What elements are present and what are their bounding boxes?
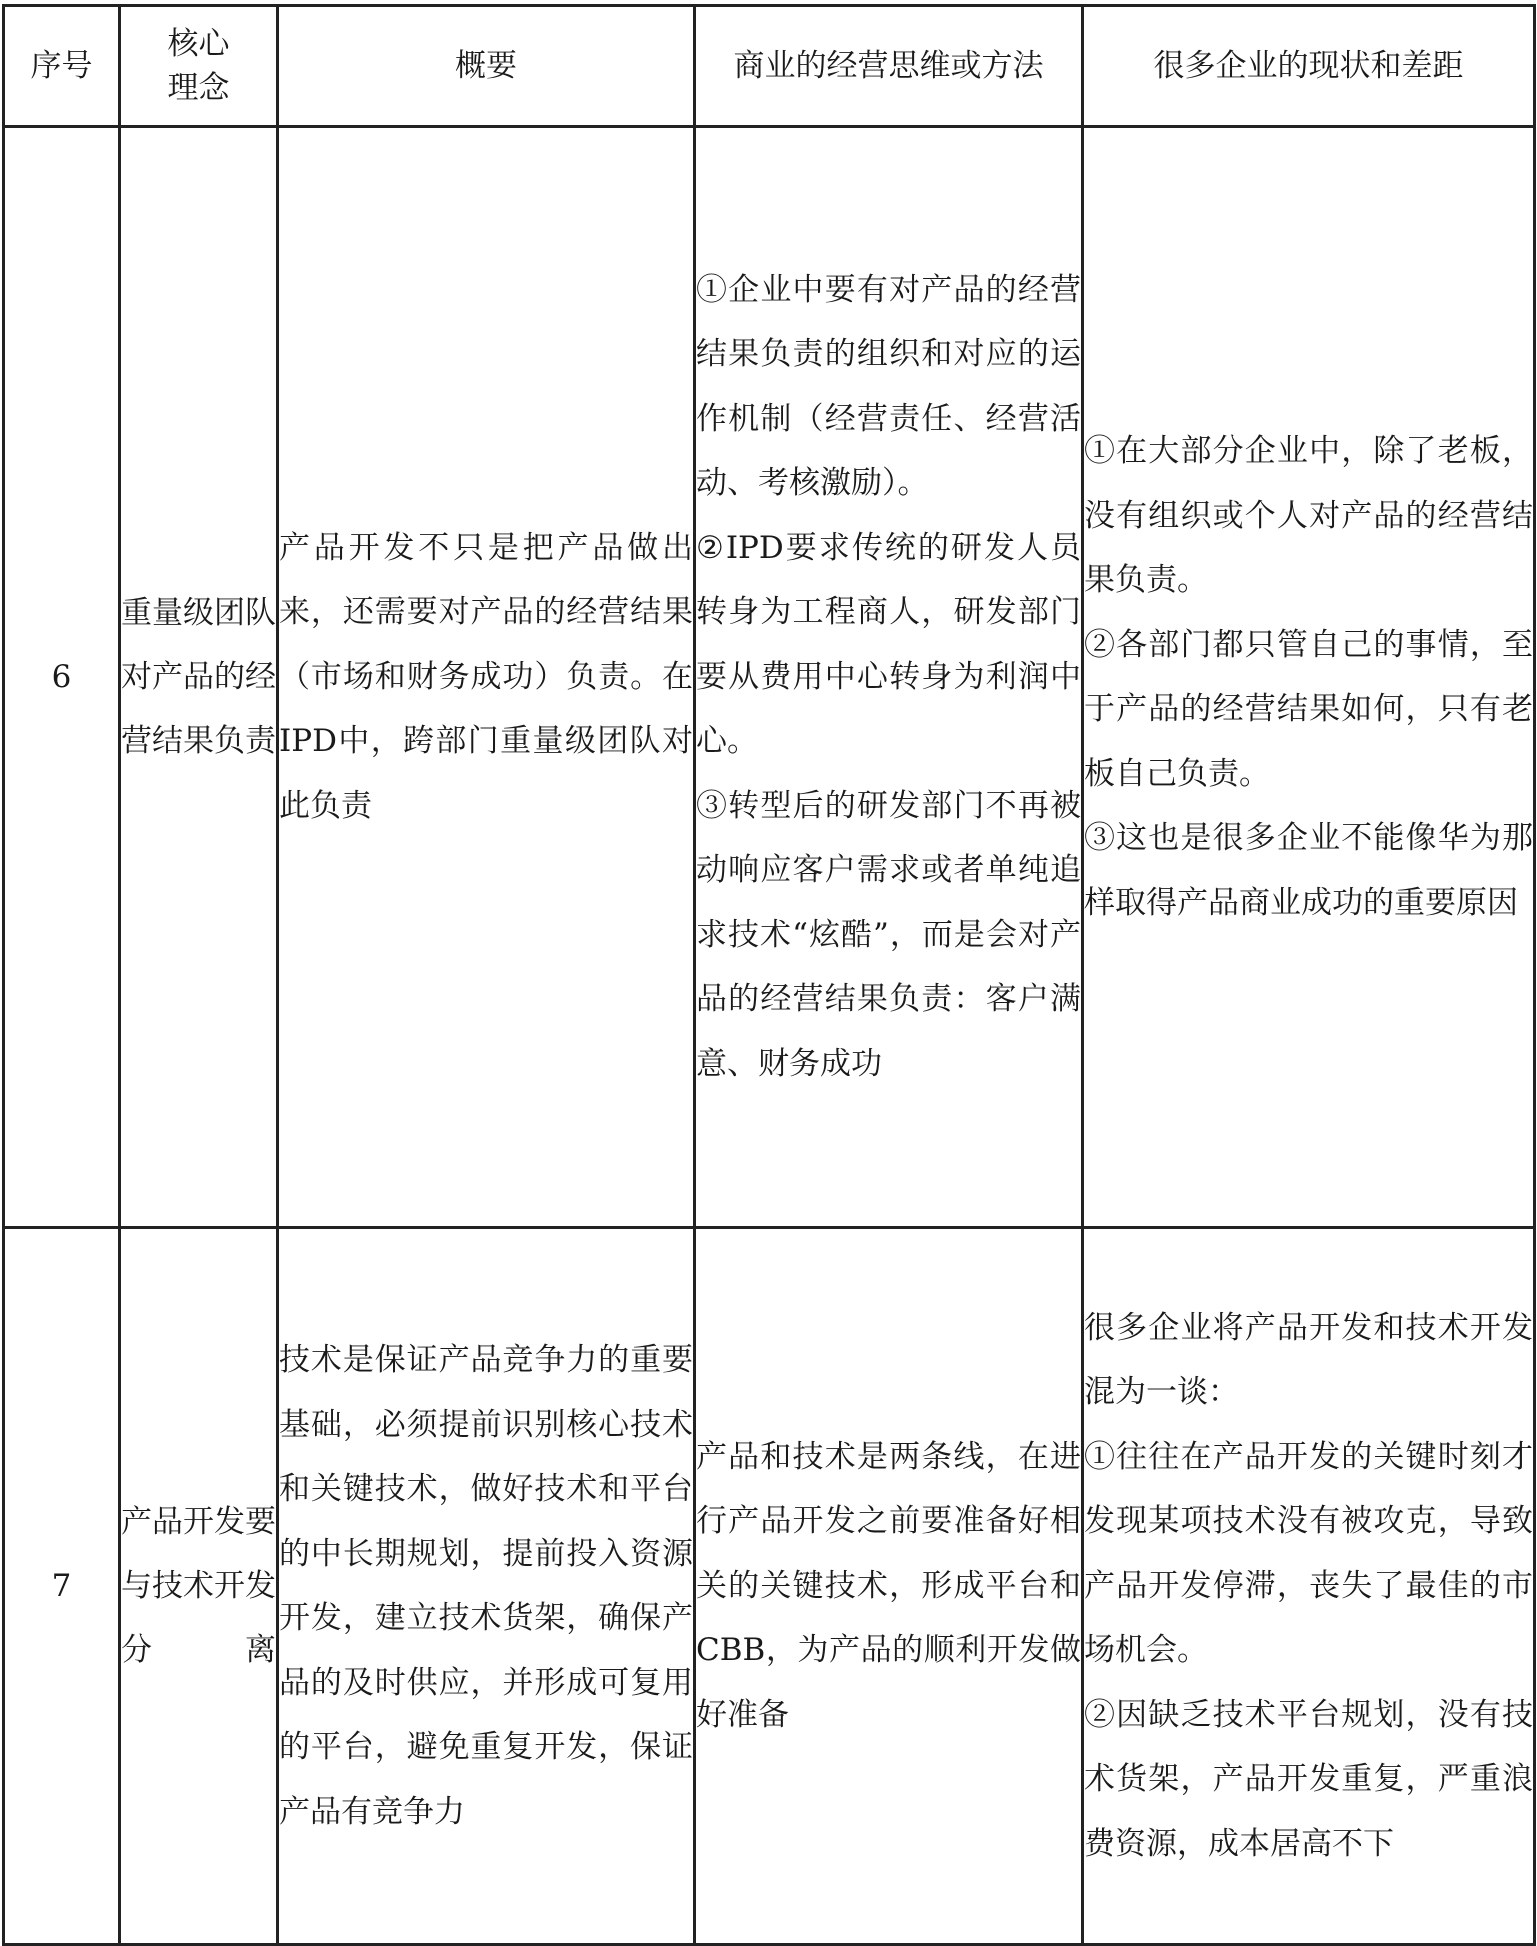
header-summary: 概要: [278, 6, 695, 127]
table-header-row: [4, 6, 1535, 127]
method-point: 产品和技术是两条线，在进行产品开发之前要准备好相关的关键技术，形成平台和CBB，为产品的顺利开发做好准备: [696, 1438, 1081, 1733]
status-cell: [1083, 1228, 1535, 1945]
header-concept-line2: 理念: [167, 70, 230, 106]
table-row: [4, 1228, 1535, 1945]
method-cell: [695, 1228, 1083, 1945]
header-no: 序号: [4, 6, 120, 127]
method-point: ①企业中要有对产品的经营结果负责的组织和对应的运作机制（经营责任、经营活动、考核激励）。: [696, 271, 1081, 502]
status-point: 很多企业将产品开发和技术开发混为一谈：: [1084, 1309, 1533, 1411]
ipd-concepts-table: [2, 4, 1536, 1946]
table-row: [4, 127, 1535, 1228]
method-point: ③转型后的研发部门不再被动响应客户需求或者单纯追求技术“炫酷”，而是会对产品的经营结果负责：客户满意、财务成功: [696, 787, 1081, 1082]
core-concept: 产品开发要与技术开发分离: [120, 1228, 278, 1945]
status-cell: [1083, 127, 1535, 1228]
row-number: 7: [4, 1228, 120, 1945]
status-point: ①在大部分企业中，除了老板，没有组织或个人对产品的经营结果负责。: [1084, 433, 1533, 598]
core-concept: 重量级团队对产品的经营结果负责: [120, 127, 278, 1228]
status-point: ②因缺乏技术平台规划，没有技术货架，产品开发重复，严重浪费资源，成本居高不下: [1084, 1696, 1533, 1862]
header-status: 很多企业的现状和差距: [1083, 6, 1535, 127]
header-concept-line1: 核心: [167, 26, 230, 62]
status-point: ②各部门都只管自己的事情，至于产品的经营结果如何，只有老板自己负责。: [1084, 626, 1533, 792]
method-point: ②IPD要求传统的研发人员转身为工程商人，研发部门要从费用中心转身为利润中心。: [696, 529, 1081, 760]
row-number: 6: [4, 127, 120, 1228]
method-cell: [695, 127, 1083, 1228]
status-point: ①往往在产品开发的关键时刻才发现某项技术没有被攻克，导致产品开发停滞，丧失了最佳的市场机会。: [1084, 1438, 1533, 1669]
summary-cell: 技术是保证产品竞争力的重要基础，必须提前识别核心技术和关键技术，做好技术和平台的中长期规划，提前投入资源开发，建立技术货架，确保产品的及时供应，并形成可复用的平台，避免重复开发，保证产品有竞争力: [278, 1228, 695, 1945]
header-concept: [120, 6, 278, 127]
summary-cell: 产品开发不只是把产品做出来，还需要对产品的经营结果（市场和财务成功）负责。在IPD中，跨部门重量级团队对此负责: [278, 127, 695, 1228]
header-method: 商业的经营思维或方法: [695, 6, 1083, 127]
status-point: ③这也是很多企业不能像华为那样取得产品商业成功的重要原因: [1084, 820, 1533, 921]
